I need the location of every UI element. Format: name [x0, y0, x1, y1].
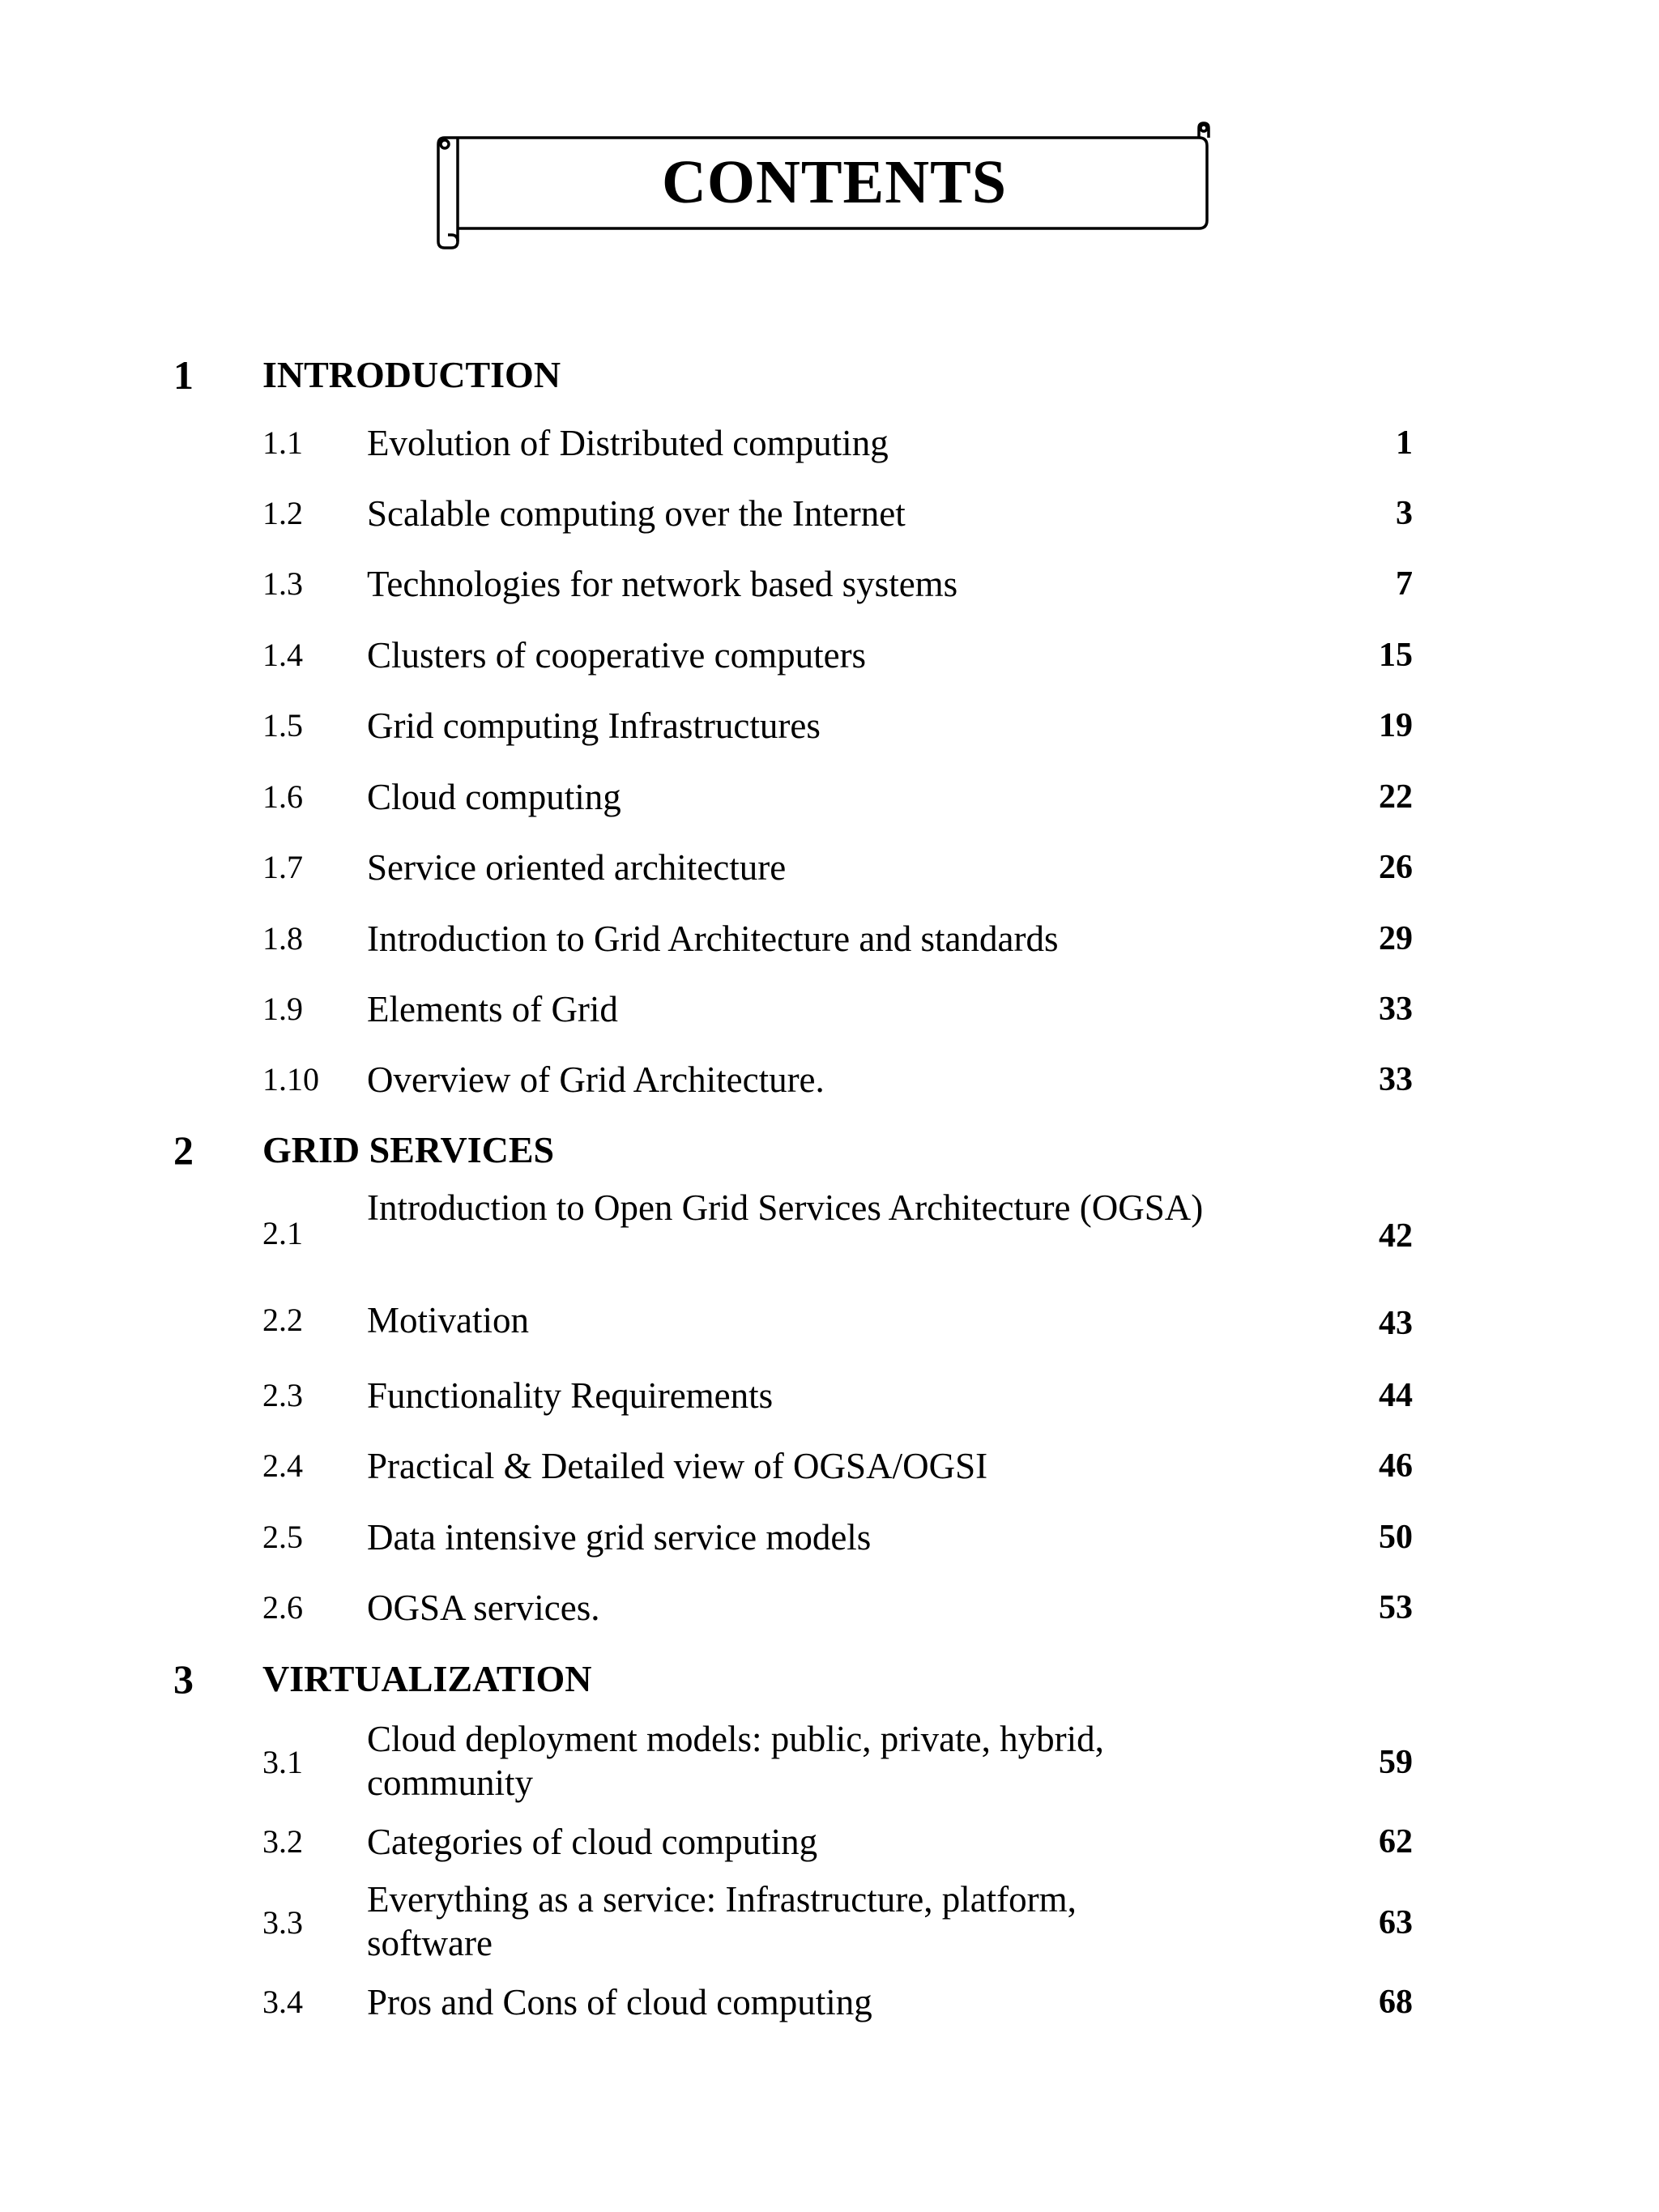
- section-title: OGSA services.: [367, 1588, 600, 1628]
- page-number: 53: [1379, 1589, 1413, 1626]
- section-number: 1.8: [262, 920, 303, 957]
- section-number: 1.7: [262, 849, 303, 885]
- page-number: 15: [1379, 637, 1413, 674]
- section-number: 1.1: [262, 424, 303, 461]
- section-number: 1.9: [262, 991, 303, 1027]
- section-title: Cloud computing: [367, 777, 621, 817]
- section-title: Introduction to Grid Architecture and standards: [367, 918, 1059, 959]
- chapter-number: 3: [173, 1656, 194, 1702]
- section-number: 2.3: [262, 1377, 303, 1413]
- page-number: 50: [1379, 1519, 1413, 1556]
- section-title: Cloud deployment models: public, private, hybrid, community: [367, 1719, 1104, 1803]
- page-number: 59: [1379, 1744, 1413, 1781]
- section-number: 2.5: [262, 1519, 303, 1555]
- section-number: 2.4: [262, 1447, 303, 1484]
- section-number: 1.2: [262, 495, 303, 531]
- page-number: 43: [1379, 1305, 1413, 1342]
- chapter-title[interactable]: INTRODUCTION: [262, 354, 561, 395]
- chapter-number: 2: [173, 1127, 194, 1173]
- section-title: Overview of Grid Architecture.: [367, 1059, 825, 1100]
- chapter-title[interactable]: GRID SERVICES: [262, 1129, 555, 1170]
- section-title: Pros and Cons of cloud computing: [367, 1982, 872, 2022]
- page-number: 44: [1379, 1377, 1413, 1414]
- section-title: Data intensive grid service models: [367, 1517, 872, 1558]
- page-number: 62: [1379, 1823, 1413, 1860]
- section-title: Scalable computing over the Internet: [367, 493, 906, 534]
- section-title: Elements of Grid: [367, 989, 618, 1029]
- chapter-number: 1: [173, 352, 194, 398]
- section-number: 2.1: [262, 1215, 303, 1251]
- section-title: Evolution of Distributed computing: [367, 423, 889, 463]
- section-title: Everything as a service: Infrastructure, platform, software: [367, 1879, 1077, 1963]
- section-number: 3.3: [262, 1904, 303, 1941]
- page-number: 7: [1396, 565, 1413, 603]
- page-number: 26: [1379, 849, 1413, 886]
- section-title: Clusters of cooperative computers: [367, 635, 867, 676]
- section-number: 3.1: [262, 1744, 303, 1780]
- section-number: 1.5: [262, 707, 303, 744]
- page-number: 33: [1379, 1061, 1413, 1098]
- section-number: 3.2: [262, 1823, 303, 1860]
- section-title: Categories of cloud computing: [367, 1822, 818, 1862]
- section-title: Service oriented architecture: [367, 847, 787, 888]
- page-number: 1: [1396, 424, 1413, 462]
- section-number: 1.6: [262, 778, 303, 815]
- section-title: Motivation: [367, 1300, 529, 1340]
- page-number: 29: [1379, 920, 1413, 957]
- section-title: Practical & Detailed view of OGSA/OGSI: [367, 1446, 988, 1486]
- page-number: 63: [1379, 1904, 1413, 1941]
- section-number: 1.4: [262, 637, 303, 673]
- page-title: CONTENTS: [661, 147, 1008, 216]
- page-number: 68: [1379, 1984, 1413, 2021]
- section-number: 1.3: [262, 565, 303, 602]
- page-number: 46: [1379, 1447, 1413, 1485]
- chapter-title[interactable]: VIRTUALIZATION: [262, 1658, 592, 1699]
- page-number: 19: [1379, 707, 1413, 744]
- section-number: 2.6: [262, 1589, 303, 1626]
- page-number: 42: [1379, 1217, 1413, 1255]
- section-title: Functionality Requirements: [367, 1375, 774, 1416]
- section-title: Introduction to Open Grid Services Architecture (OGSA): [367, 1187, 1204, 1228]
- section-title: Technologies for network based systems: [367, 564, 958, 604]
- page-number: 22: [1379, 778, 1413, 816]
- section-number: 2.2: [262, 1302, 303, 1338]
- page-number: 33: [1379, 991, 1413, 1028]
- section-number: 1.10: [262, 1061, 319, 1097]
- section-title: Grid computing Infrastructures: [367, 705, 821, 746]
- contents-banner: [433, 120, 1211, 249]
- page-number: 3: [1396, 495, 1413, 532]
- section-number: 3.4: [262, 1984, 303, 2020]
